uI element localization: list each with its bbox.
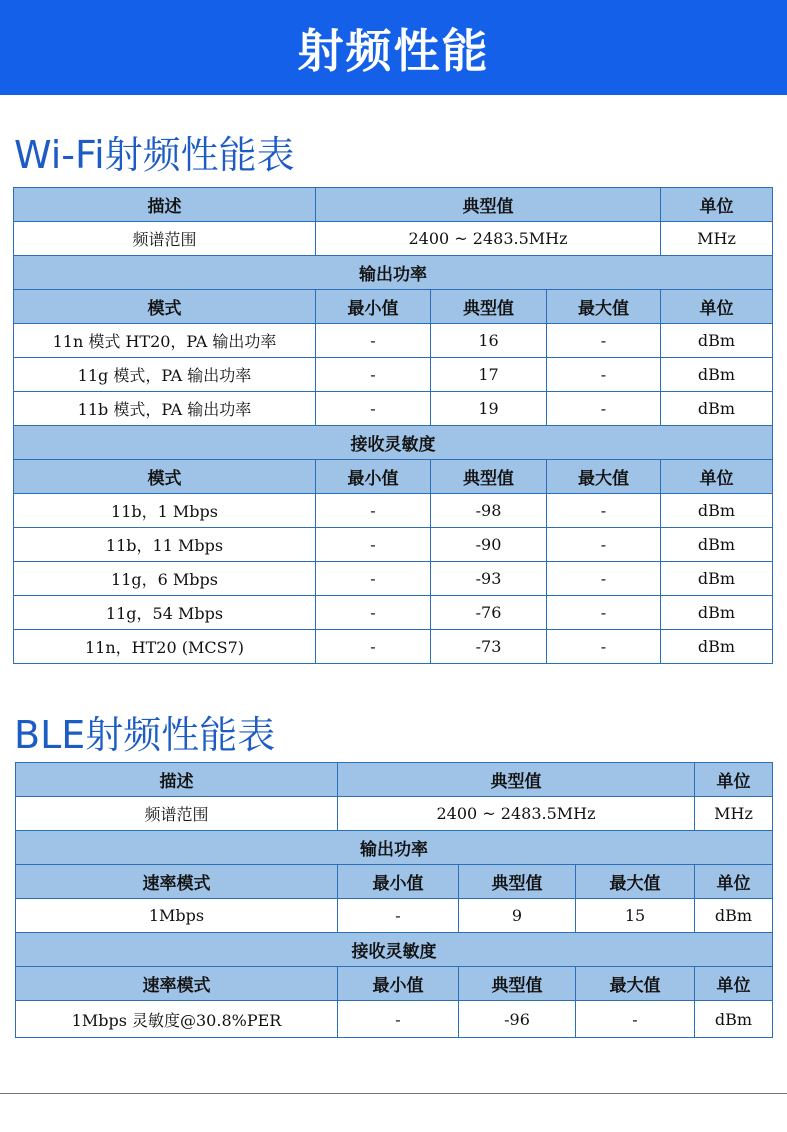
col-unit: 单位 (695, 967, 773, 1001)
col-max: 最大值 (547, 290, 661, 324)
cell-mode: 11g，54 Mbps (14, 596, 316, 630)
header-desc: 描述 (16, 763, 338, 797)
table-row (16, 1001, 773, 1038)
section-output-power: 输出功率 (16, 831, 773, 865)
col-min: 最小值 (316, 460, 431, 494)
cell-mode: 11n 模式 HT20，PA 输出功率 (14, 324, 316, 358)
cell-unit: dBm (661, 392, 773, 426)
table-row (14, 630, 773, 664)
table-row (14, 426, 773, 460)
table-row (14, 188, 773, 222)
cell-unit: dBm (661, 562, 773, 596)
col-min: 最小值 (338, 865, 459, 899)
range-unit: MHz (661, 222, 773, 256)
cell-typ: -90 (431, 528, 547, 562)
cell-typ: -93 (431, 562, 547, 596)
col-mode: 模式 (14, 290, 316, 324)
cell-typ: -96 (459, 1001, 576, 1038)
table-row (16, 763, 773, 797)
table-row (14, 460, 773, 494)
table-row (16, 865, 773, 899)
table-row (14, 494, 773, 528)
col-unit: 单位 (661, 290, 773, 324)
cell-unit: dBm (695, 1001, 773, 1038)
cell-unit: dBm (661, 358, 773, 392)
cell-min: - (316, 562, 431, 596)
cell-typ: -98 (431, 494, 547, 528)
cell-min: - (316, 358, 431, 392)
col-unit: 单位 (661, 460, 773, 494)
cell-min: - (338, 899, 459, 933)
section-rx-sensitivity: 接收灵敏度 (14, 426, 773, 460)
cell-min: - (316, 324, 431, 358)
cell-mode: 11g 模式，PA 输出功率 (14, 358, 316, 392)
ble-table-title: BLE射频性能表 (14, 713, 276, 757)
table-row (14, 290, 773, 324)
range-unit: MHz (695, 797, 773, 831)
section-output-power: 输出功率 (14, 256, 773, 290)
table-row (14, 596, 773, 630)
cell-unit: dBm (661, 324, 773, 358)
section-rx-sensitivity: 接收灵敏度 (16, 933, 773, 967)
header-typical: 典型值 (338, 763, 695, 797)
cell-mode: 11g，6 Mbps (14, 562, 316, 596)
range-value: 2400 ~ 2483.5MHz (316, 222, 661, 256)
cell-min: - (338, 1001, 459, 1038)
col-max: 最大值 (576, 865, 695, 899)
col-min: 最小值 (316, 290, 431, 324)
range-label: 频谱范围 (14, 222, 316, 256)
bottom-divider (0, 1093, 787, 1094)
col-unit: 单位 (695, 865, 773, 899)
cell-max: - (576, 1001, 695, 1038)
cell-mode: 1Mbps (16, 899, 338, 933)
cell-max: - (547, 630, 661, 664)
col-typ: 典型值 (431, 460, 547, 494)
cell-unit: dBm (661, 630, 773, 664)
cell-typ: 19 (431, 392, 547, 426)
cell-mode: 11b，1 Mbps (14, 494, 316, 528)
col-typ: 典型值 (431, 290, 547, 324)
header-desc: 描述 (14, 188, 316, 222)
table-row (16, 797, 773, 831)
cell-mode: 1Mbps 灵敏度@30.8%PER (16, 1001, 338, 1038)
cell-unit: dBm (661, 494, 773, 528)
cell-max: - (547, 358, 661, 392)
col-typ: 典型值 (459, 865, 576, 899)
cell-typ: -73 (431, 630, 547, 664)
table-row (14, 256, 773, 290)
page-banner (0, 0, 787, 95)
cell-min: - (316, 528, 431, 562)
table-row (14, 358, 773, 392)
col-mode: 速率模式 (16, 865, 338, 899)
table-row (16, 899, 773, 933)
cell-max: - (547, 562, 661, 596)
table-row (14, 222, 773, 256)
header-unit: 单位 (661, 188, 773, 222)
cell-max: - (547, 392, 661, 426)
cell-mode: 11b 模式，PA 输出功率 (14, 392, 316, 426)
col-min: 最小值 (338, 967, 459, 1001)
cell-typ: -76 (431, 596, 547, 630)
cell-max: 15 (576, 899, 695, 933)
cell-mode: 11b，11 Mbps (14, 528, 316, 562)
cell-unit: dBm (661, 596, 773, 630)
range-label: 频谱范围 (16, 797, 338, 831)
banner-title: 射频性能 (297, 23, 490, 78)
wifi-table-title: Wi-Fi射频性能表 (14, 133, 295, 177)
cell-max: - (547, 596, 661, 630)
cell-unit: dBm (695, 899, 773, 933)
cell-typ: 9 (459, 899, 576, 933)
range-value: 2400 ~ 2483.5MHz (338, 797, 695, 831)
col-max: 最大值 (576, 967, 695, 1001)
cell-min: - (316, 630, 431, 664)
table-row (14, 528, 773, 562)
table-row (14, 324, 773, 358)
cell-mode: 11n，HT20 (MCS7) (14, 630, 316, 664)
wifi-rf-table (13, 187, 773, 664)
table-row (16, 933, 773, 967)
header-unit: 单位 (695, 763, 773, 797)
cell-min: - (316, 596, 431, 630)
header-typical: 典型值 (316, 188, 661, 222)
col-mode: 模式 (14, 460, 316, 494)
ble-rf-table (15, 762, 773, 1038)
table-row (14, 562, 773, 596)
cell-unit: dBm (661, 528, 773, 562)
col-typ: 典型值 (459, 967, 576, 1001)
cell-min: - (316, 494, 431, 528)
cell-typ: 17 (431, 358, 547, 392)
cell-typ: 16 (431, 324, 547, 358)
col-max: 最大值 (547, 460, 661, 494)
cell-min: - (316, 392, 431, 426)
cell-max: - (547, 494, 661, 528)
col-mode: 速率模式 (16, 967, 338, 1001)
cell-max: - (547, 528, 661, 562)
table-row (16, 967, 773, 1001)
cell-max: - (547, 324, 661, 358)
table-row (16, 831, 773, 865)
table-row (14, 392, 773, 426)
